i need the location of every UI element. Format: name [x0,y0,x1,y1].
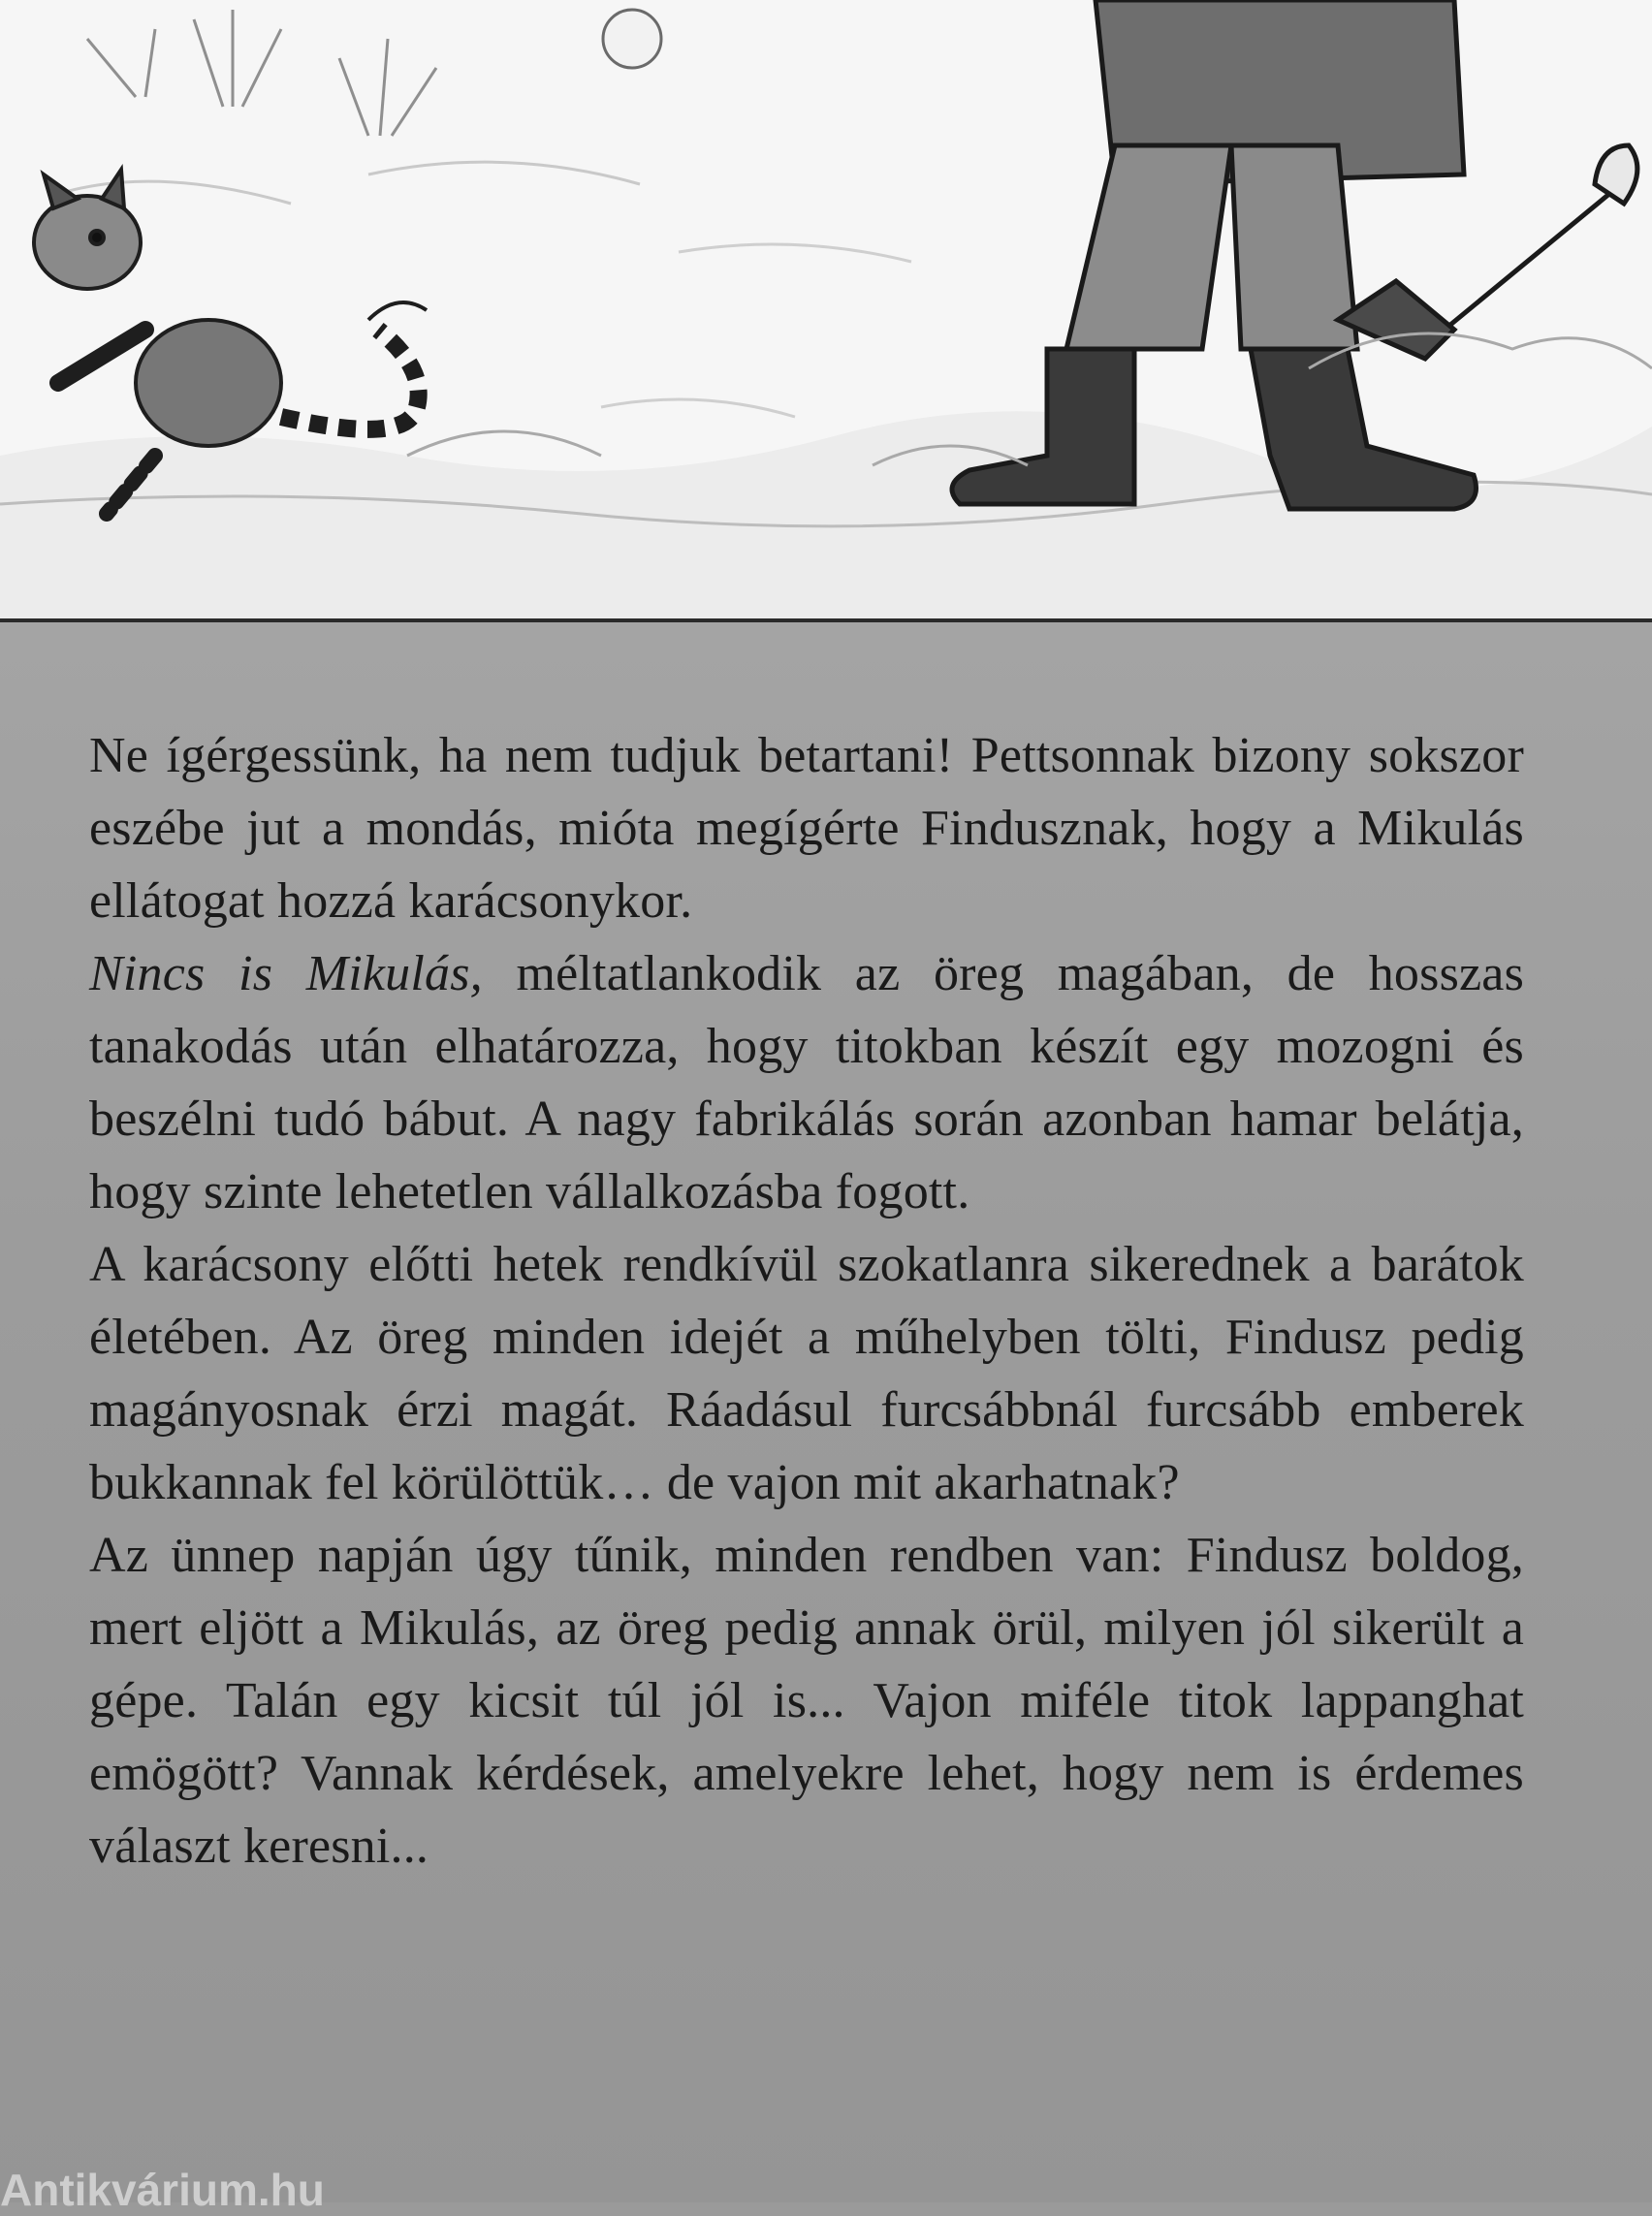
paragraph-text: Ne ígérgessünk, ha nem tudjuk betartani! Pettsonnak bizony sokszor eszébe jut a mondás, mióta megígérte Findusznak, hogy a Mikulás ellátogat hozzá karácsonykor. [89,728,1524,929]
paragraph-text: A karácsony előtti hetek rendkívül szokatlanra sikerednek a barátok életében. Az öreg minden idejét a műhelyben tölti, Findusz pedig magányosnak érzi magát. Ráadásul furcsábbnál furcsább emberek bukkannak fel körülöttük… de vajon mit akarhatnak? [89,1237,1524,1510]
blurb-paragraph [89,1519,1524,1883]
paragraph-text: Az ünnep napján úgy tűnik, minden rendben van: Findusz boldog, mert eljött a Mikulás, az öreg pedig annak örül, milyen jól sikerült a gépe. Talán egy kicsit túl jól is... Vajon miféle titok lappanghat emögött? Vannak kérdések, amelyekre lehet, hogy nem is érdemes választ keresni... [89,1528,1524,1874]
winter-scene-illustration [0,0,1652,620]
italic-phrase: Nincs is Mikulás, [89,946,483,1001]
blurb-paragraph [89,1228,1524,1519]
book-blurb [89,719,1524,1883]
paragraph-text: méltatlankodik az öreg magában, de hosszas tanakodás után elhatározza, hogy titokban készít egy mozogni és beszélni tudó bábut. A nagy fabrikálás során azonban hamar belátja, hogy szinte lehetetlen vállalkozásba fogott. [89,946,1525,1219]
watermark-text: Antikvárium.hu [0,2165,325,2215]
blurb-paragraph [89,719,1524,937]
cover-illustration [0,0,1652,620]
blurb-paragraph [89,937,1524,1228]
